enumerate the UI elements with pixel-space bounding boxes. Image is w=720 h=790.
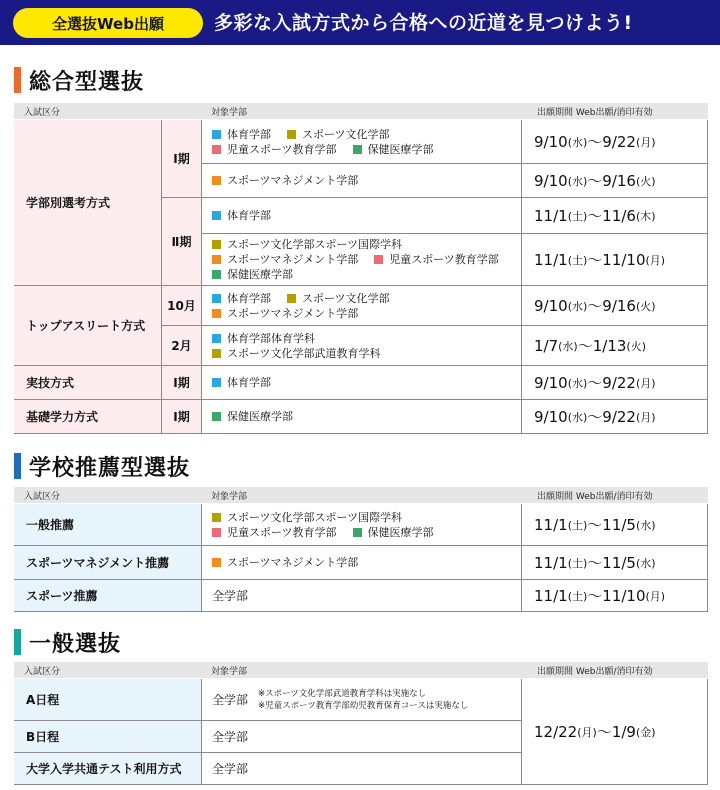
date-text: 〜1/9 — [596, 723, 636, 741]
date-cell — [522, 164, 708, 198]
dept-name: 児童スポーツ教育学部 — [227, 525, 337, 539]
section-title-text: 一般選抜 — [29, 631, 122, 657]
note — [258, 688, 468, 712]
weekday: (水) — [635, 556, 656, 570]
red-square-icon — [374, 255, 383, 264]
dept-name: 体育学部 — [227, 127, 271, 141]
dept-name: 児童スポーツ教育学部 — [389, 253, 499, 266]
date-text: 12/22 — [534, 722, 578, 741]
note-line: ※スポーツ文化学部武道教育学科は実施なし — [258, 688, 427, 699]
date-text: 〜11/6 — [587, 207, 636, 225]
dept-name: スポーツ文化学部武道教育学科 — [227, 346, 381, 360]
header-kubun: 入試区分 — [24, 108, 61, 118]
table-header — [14, 662, 708, 678]
dept-cell — [202, 234, 522, 286]
olive-square-icon — [287, 130, 296, 139]
top-banner — [0, 0, 720, 45]
orange-square-icon — [212, 255, 221, 264]
weekday: (火) — [626, 339, 647, 353]
dept-name: 保健医療学部 — [227, 268, 293, 281]
section-accent-bar — [14, 453, 21, 479]
section-title-sogo — [14, 66, 144, 94]
dept-cell — [202, 286, 522, 326]
period-label: Ⅰ期 — [162, 120, 202, 198]
date-text: 9/10 — [534, 373, 568, 392]
header-gakubu: 対象学部 — [211, 108, 248, 118]
dept-name: 体育学部 — [227, 291, 271, 305]
date-text: 1/7 — [534, 336, 559, 355]
dept-name: スポーツマネジメント学部 — [227, 253, 359, 266]
section-accent-bar — [14, 629, 21, 655]
date-text: 〜9/16 — [587, 172, 636, 190]
dept-name: 体育学部体育学科 — [227, 331, 315, 345]
date-cell — [522, 198, 708, 234]
date-cell — [522, 234, 708, 286]
weekday: (土) — [567, 589, 588, 603]
weekday: (火) — [635, 174, 656, 188]
date-cell — [522, 679, 708, 785]
section-title-suisen — [14, 452, 190, 480]
blue-square-icon — [212, 211, 221, 220]
orange-square-icon — [212, 558, 221, 567]
table-header — [14, 487, 708, 503]
weekday: (水) — [558, 339, 578, 353]
weekday: (水) — [567, 376, 588, 390]
selection-label: スポーツマネジメント推薦 — [14, 546, 202, 580]
red-square-icon — [212, 528, 221, 537]
dept-cell — [202, 198, 522, 234]
period-label: Ⅰ期 — [162, 366, 202, 400]
dept-cell — [202, 546, 522, 580]
header-gakubu: 対象学部 — [211, 492, 248, 502]
green-square-icon — [212, 270, 221, 279]
selection-label: トップアスリート方式 — [14, 286, 162, 366]
selection-label: 基礎学力方式 — [14, 400, 162, 434]
section-accent-bar — [14, 67, 21, 93]
dept-name: 保健医療学部 — [227, 410, 293, 423]
date-text: 9/10 — [534, 296, 568, 315]
date-text: 9/10 — [534, 171, 568, 190]
selection-label: スポーツ推薦 — [14, 580, 202, 612]
weekday: (水) — [567, 135, 588, 149]
green-square-icon — [212, 412, 221, 421]
dept-name: 保健医療学部 — [367, 142, 434, 156]
date-text: 〜9/22 — [587, 408, 636, 426]
dept-cell — [202, 366, 522, 400]
dept-cell — [202, 164, 522, 198]
weekday: (火) — [635, 299, 656, 313]
weekday: (土) — [567, 253, 588, 267]
header-kikan: 出願期間 Web出願/消印有効 — [537, 667, 653, 677]
period-label: Ⅱ期 — [162, 198, 202, 286]
selection-label: 実技方式 — [14, 366, 162, 400]
banner-headline: 多彩な入試方式から合格への近道を見つけよう! — [214, 12, 633, 34]
header-gakubu: 対象学部 — [211, 667, 248, 677]
date-text: 11/1 — [534, 206, 568, 225]
blue-square-icon — [212, 334, 221, 343]
weekday: (木) — [635, 209, 656, 223]
header-kubun: 入試区分 — [24, 667, 61, 677]
date-cell — [522, 400, 708, 434]
weekday: (土) — [567, 518, 588, 532]
date-text: 〜11/5 — [587, 554, 636, 572]
date-text: 11/1 — [534, 515, 568, 534]
date-text: 11/1 — [534, 250, 568, 269]
dept-cell — [202, 120, 522, 164]
header-kubun: 入試区分 — [24, 492, 61, 502]
selection-label: 学部別選考方式 — [14, 120, 162, 286]
dept-name: スポーツ文化学部 — [302, 291, 390, 305]
section-title-ippan — [14, 628, 121, 656]
blue-square-icon — [212, 130, 221, 139]
date-text: 〜11/10 — [587, 587, 646, 605]
weekday: (水) — [567, 299, 588, 313]
weekday: (水) — [635, 518, 656, 532]
weekday: (月) — [635, 135, 656, 149]
header-kikan: 出願期間 Web出願/消印有効 — [537, 108, 653, 118]
table-header — [14, 103, 708, 119]
weekday: (土) — [567, 209, 588, 223]
date-text: 9/10 — [534, 407, 568, 426]
dept-name: 体育学部 — [227, 209, 271, 222]
date-text: 11/1 — [534, 553, 568, 572]
dept-name: 体育学部 — [227, 376, 271, 389]
dept-name: 児童スポーツ教育学部 — [227, 142, 337, 156]
dept-cell: 全学部 — [202, 721, 522, 753]
weekday: (月) — [645, 589, 666, 603]
header-kikan: 出願期間 Web出願/消印有効 — [537, 492, 653, 502]
weekday: (金) — [635, 725, 656, 739]
dept-cell — [202, 400, 522, 434]
weekday: (月) — [577, 725, 597, 739]
blue-square-icon — [212, 294, 221, 303]
date-text: 11/1 — [534, 586, 568, 605]
weekday: (月) — [635, 410, 656, 424]
orange-square-icon — [212, 176, 221, 185]
selection-label: 一般推薦 — [14, 504, 202, 546]
dept-name: スポーツ文化学部 — [302, 127, 390, 141]
selection-label: 大学入学共通テスト利用方式 — [14, 753, 202, 785]
date-cell — [522, 580, 708, 612]
blue-square-icon — [212, 378, 221, 387]
olive-square-icon — [212, 349, 221, 358]
dept-name: スポーツ文化学部スポーツ国際学科 — [227, 238, 403, 251]
section-title-text: 学校推薦型選抜 — [29, 455, 191, 481]
period-label: 10月 — [162, 286, 202, 326]
date-cell — [522, 366, 708, 400]
note-line: ※児童スポーツ教育学部幼児教育保育コースは実施なし — [258, 700, 469, 711]
date-cell — [522, 286, 708, 326]
date-text: 〜9/22 — [587, 133, 636, 151]
green-square-icon — [353, 145, 362, 154]
weekday: (土) — [567, 556, 588, 570]
olive-square-icon — [287, 294, 296, 303]
selection-label: B日程 — [14, 721, 202, 753]
period-label: Ⅰ期 — [162, 400, 202, 434]
olive-square-icon — [212, 513, 221, 522]
period-label: 2月 — [162, 326, 202, 366]
dept-name: 全学部 — [212, 693, 249, 707]
dept-name: 保健医療学部 — [367, 525, 434, 539]
olive-square-icon — [212, 240, 221, 249]
dept-name: スポーツマネジメント学部 — [227, 174, 359, 187]
date-text: 〜1/13 — [577, 337, 627, 355]
red-square-icon — [212, 145, 221, 154]
dept-name: スポーツマネジメント学部 — [227, 306, 359, 320]
date-cell — [522, 546, 708, 580]
date-text: 〜11/5 — [587, 516, 636, 534]
weekday: (月) — [635, 376, 656, 390]
dept-cell: 全学部 — [202, 580, 522, 612]
date-text: 〜11/10 — [587, 251, 646, 269]
date-cell — [522, 326, 708, 366]
dept-name: スポーツマネジメント学部 — [227, 556, 359, 569]
section-title-text: 総合型選抜 — [29, 69, 145, 95]
date-text: 9/10 — [534, 132, 568, 151]
weekday: (水) — [567, 410, 588, 424]
orange-square-icon — [212, 309, 221, 318]
weekday: (水) — [567, 174, 588, 188]
date-cell — [522, 120, 708, 164]
green-square-icon — [353, 528, 362, 537]
dept-cell: 全学部 — [202, 753, 522, 785]
dept-cell — [202, 326, 522, 366]
banner-pill: 全選抜Web出願 — [13, 8, 203, 38]
date-text: 〜9/16 — [587, 297, 636, 315]
dept-name: スポーツ文化学部スポーツ国際学科 — [227, 510, 403, 524]
dept-cell — [202, 504, 522, 546]
date-text: 〜9/22 — [587, 374, 636, 392]
dept-cell — [202, 679, 522, 721]
selection-label: A日程 — [14, 679, 202, 721]
weekday: (月) — [645, 253, 666, 267]
date-cell — [522, 504, 708, 546]
